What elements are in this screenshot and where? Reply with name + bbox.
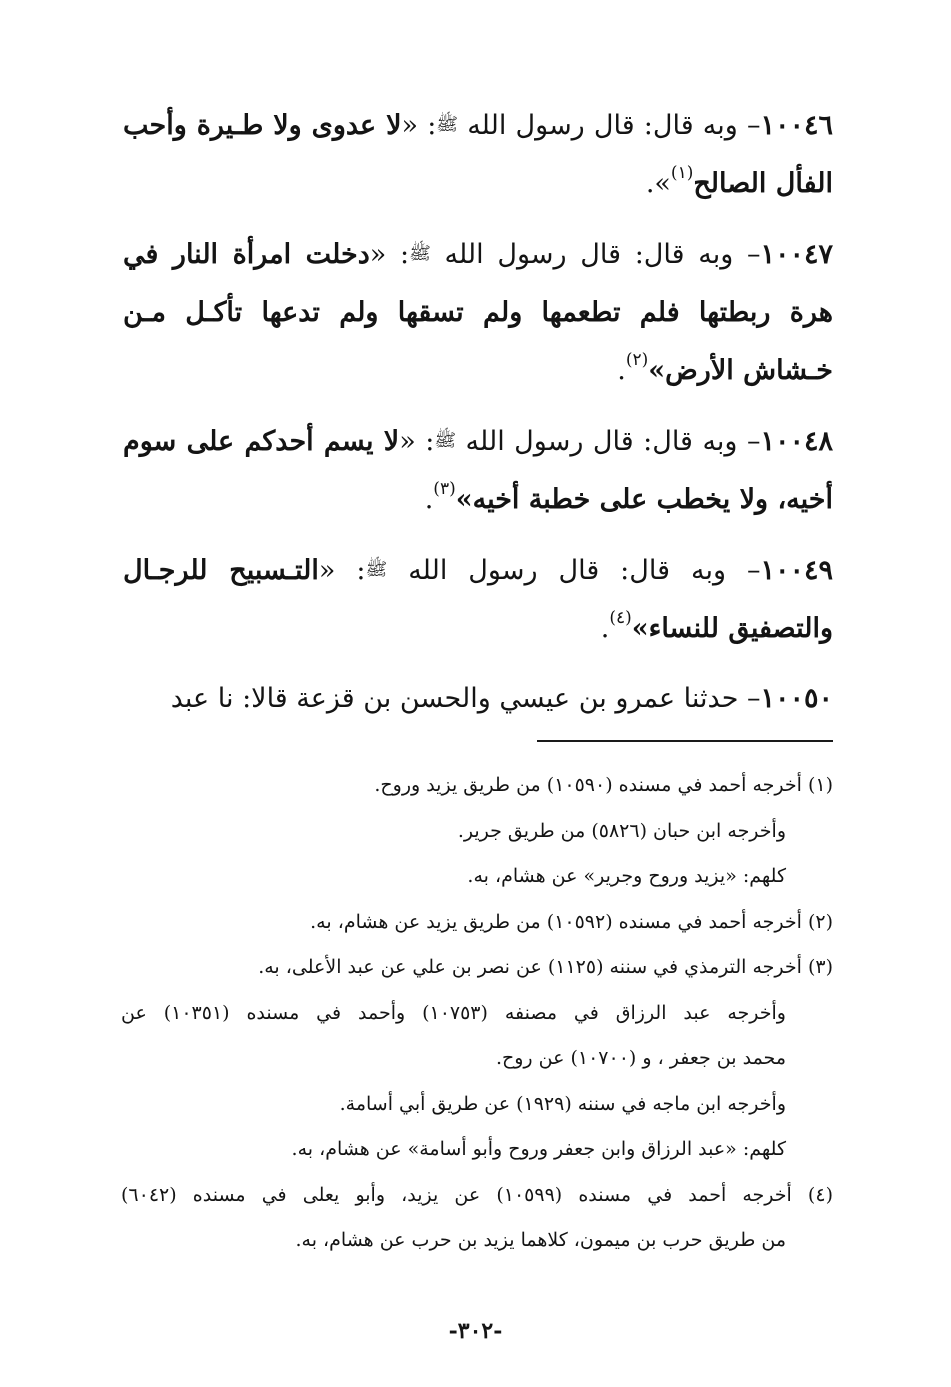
pbuh-glyph: ﷺ <box>434 430 457 451</box>
hadith-matn: دخلت امرأة النار في هرة ربطتها فلم تطعمها ولم تسقها ولم تدعها تأكـل مـن خـشاش الأرض» <box>123 239 833 386</box>
hadith-number: ١٠٠٥٠ <box>760 683 833 714</box>
hadith-10047 <box>123 225 833 400</box>
quote-open: : « <box>318 555 366 586</box>
pbuh-glyph: ﷺ <box>436 114 459 135</box>
hadith-number: ١٠٠٤٨ <box>760 426 833 457</box>
footnote-1-line-2: وأخرجه ابن حبان (٥٨٢٦) من طريق جرير. <box>457 819 786 842</box>
pbuh-glyph: ﷺ <box>409 243 431 264</box>
quote-open: : « <box>401 110 437 141</box>
footnote-4-line-2: من طريق حرب بن ميمون، كلاهما يزيد بن حرب عن هشام، به. <box>295 1229 786 1251</box>
footnote-ref: (٤) <box>609 608 632 628</box>
footnote-ref: (١) <box>670 163 694 183</box>
hadith-number: ١٠٠٤٦ <box>760 110 833 141</box>
hadith-intro: – حدثنا عمرو بن عيسي والحسن بن قزعة قالا: نا عبد <box>170 683 761 714</box>
footnote-2-line-1: (٢) أخرجه أحمد في مسنده (١٠٥٩٢) من طريق يزيد عن هشام، به. <box>310 910 833 933</box>
hadith-number: ١٠٠٤٩ <box>760 555 833 586</box>
hadith-number: ١٠٠٤٧ <box>760 239 833 270</box>
quote-close: . <box>424 484 434 515</box>
footnote-3-line-3: محمد بن جعفر ، و (١٠٧٠٠) عن روح. <box>495 1047 786 1069</box>
quote-close: . <box>617 355 626 386</box>
hadith-intro: – وبه قال: قال رسول الله <box>465 426 761 457</box>
quote-close: ». <box>645 168 671 199</box>
quote-close: . <box>600 613 610 644</box>
main-text <box>123 96 833 740</box>
footnote-3-line-4: وأخرجه ابن ماجه في سننه (١٩٢٩) عن طريق أبي أسامة. <box>339 1092 786 1115</box>
quote-open: : « <box>369 239 410 270</box>
footnote-3-line-5: كلهم: «عبد الرزاق وابن جعفر وروح وأبو أسامة» عن هشام، به. <box>291 1138 786 1160</box>
hadith-10046 <box>123 96 833 213</box>
footnote-divider <box>537 740 833 742</box>
hadith-matn: لا يسم أحدكم على سوم أخيه، ولا يخطب على خطبة أخيه» <box>123 426 833 515</box>
hadith-10049 <box>123 541 833 658</box>
footnotes <box>121 763 833 1264</box>
footnote-ref: (٣) <box>433 479 456 499</box>
footnote-1-line-1: (١) أخرجه أحمد في مسنده (١٠٥٩٠) من طريق يزيد وروح. <box>374 774 833 796</box>
quote-open: : « <box>399 426 435 457</box>
footnote-3-line-1: (٣) أخرجه الترمذي في سننه (١١٢٥) عن نصر بن علي عن عبد الأعلى، به. <box>258 956 833 978</box>
hadith-intro: – وبه قال: قال رسول الله <box>467 110 761 141</box>
page-number: -٣٠٢- <box>448 1318 503 1344</box>
pbuh-glyph: ﷺ <box>365 559 388 580</box>
hadith-intro: – وبه قال: قال رسول الله <box>444 239 761 270</box>
footnote-3-line-2: وأخرجه عبد الرزاق في مصنفه (١٠٧٥٣) وأحمد في مسنده (١٠٣٥١) عن <box>121 1001 786 1024</box>
footnote-4-line-1: (٤) أخرجه أحمد في مسنده (١٠٥٩٩) عن يزيد، وأبو يعلى في مسنده (٦٠٤٢) <box>121 1183 833 1206</box>
hadith-10048 <box>123 412 833 529</box>
footnote-1-line-3: كلهم: «يزيد وروح وجرير» عن هشام، به. <box>467 865 786 887</box>
hadith-matn: التـسبيح للرجـال والتصفيق للنساء» <box>123 555 833 644</box>
hadith-matn: لا عدوى ولا طـيرة وأحب الفأل الصالح <box>123 110 833 199</box>
footnote-ref: (٢) <box>625 350 649 370</box>
hadith-intro: – وبه قال: قال رسول الله <box>408 555 761 586</box>
hadith-10050 <box>123 670 833 728</box>
